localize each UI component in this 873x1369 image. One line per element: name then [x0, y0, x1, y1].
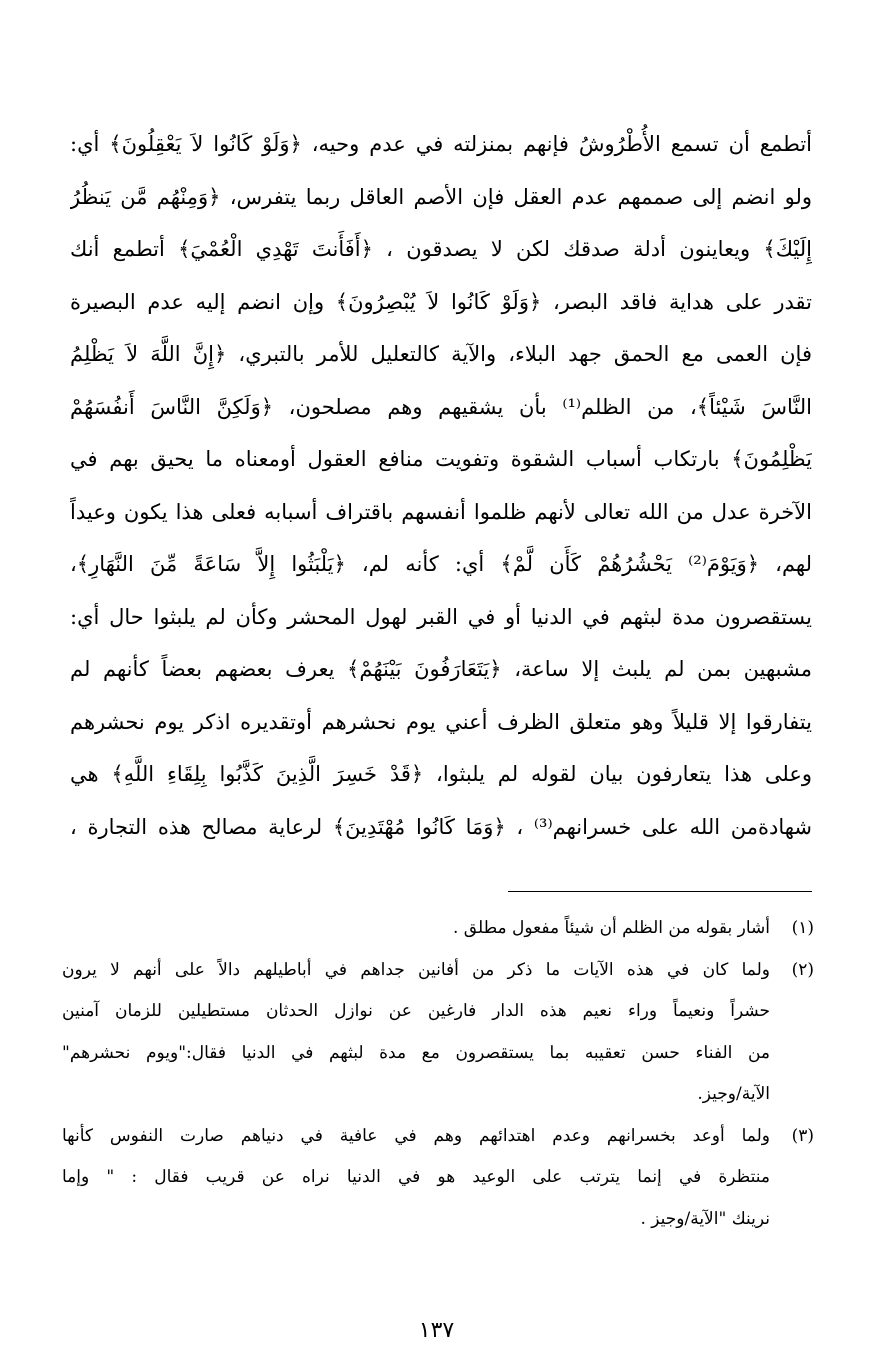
- footnote: [62, 950, 814, 1116]
- footnote: [62, 1116, 814, 1241]
- footnote: [62, 908, 814, 950]
- footnote-line: [62, 908, 814, 950]
- text-line: وعلى هذا يتعارفون بيان لقوله لم يلبثوا، ﴿قَدْ خَسِرَ الَّذِينَ كَذَّبُوا بِلِقَاءِ اللَّهِ﴾ هي: [70, 762, 812, 786]
- footnote-line: من الفناء حسن تعقيبه بما يستقصرون مع مدة لبثهم في الدنيا فقال:"ويوم نحشرهم": [62, 1042, 770, 1063]
- footnote-line: منتظرة في إنما يترتب على الوعيد هو في الدنيا نراه عن قريب فقال : " وإما: [62, 1167, 770, 1187]
- text-line: الآخرة عدل من الله تعالى لأنهم ظلموا أنفسهم باقتراف أسبابه فعلى هذا يكون وعيداً: [70, 499, 812, 524]
- text-line: مشبهين بمن لم يلبث إلا ساعة، ﴿يَتَعَارَفُونَ بَيْنَهُمْ﴾ يعرف بعضهم بعضاً كأنهم لم: [70, 657, 812, 681]
- footnote-text: أشار بقوله من الظلم أن شيئاً مفعول مطلق .: [452, 918, 770, 938]
- footnote-line: حشراً ونعيماً وراء نعيم هذه الدار فارغين عن نوازل الحدثان مستطيلين للزمان آمنين: [62, 1001, 770, 1021]
- main-text: [70, 118, 812, 853]
- footnote-line: الآية/وجيز.: [697, 1084, 770, 1104]
- text-line: النَّاسَ شَيْئاً﴾، من الظلم⁽¹⁾ بأن يشقيهم وهم مصلحون، ﴿وَلَكِنَّ النَّاسَ أَنفُسَهُمْ: [70, 394, 812, 419]
- footnote-line: [62, 950, 814, 992]
- text-line: أتطمع أن تسمع الأُطْرُوشُ فإنهم بمنزلته في عدم وحيه، ﴿وَلَوْ كَانُوا لاَ يَعْقِلُونَ﴾ أي:: [70, 132, 812, 156]
- footnote-line: نرينك "الآية/وجيز .: [640, 1208, 770, 1229]
- footnote-text: ولما كان في هذه الآيات ما ذكر من أفانين جداهم في أباطيلهم دالاً على أنهم لا يرون: [62, 959, 770, 980]
- text-line: شهادةمن الله على خسرانهم⁽³⁾ ، ﴿وَمَا كَانُوا مُهْتَدِينَ﴾ لرعاية مصالح هذه التجارة ،: [70, 814, 812, 839]
- footnote-text: ولما أوعد بخسرانهم وعدم اهتدائهم وهم في عافية في دنياهم صارت النفوس كأنها: [62, 1125, 770, 1146]
- footnote-number: (٢): [791, 959, 814, 980]
- text-line: يستقصرون مدة لبثهم في الدنيا أو في القبر لهول المحشر وكأن لم يلبثوا حال أي:: [70, 604, 812, 629]
- page-number: ١٣٧: [418, 1318, 455, 1343]
- text-line: تقدر على هداية فاقد البصر، ﴿وَلَوْ كَانُوا لاَ يُبْصِرُونَ﴾ وإن انضم إليه عدم البصيرة: [70, 289, 812, 314]
- footnotes: [62, 908, 814, 1240]
- footnote-number: (٣): [791, 1125, 814, 1146]
- footnote-line: [62, 1116, 814, 1158]
- text-line: فإن العمى مع الحمق جهد البلاء، والآية كالتعليل للأمر بالتبري، ﴿إِنَّ اللَّهَ لاَ يَظْلِمُ: [70, 342, 812, 366]
- text-line: ولو انضم إلى صممهم عدم العقل فإن الأصم العاقل ربما يتفرس، ﴿وَمِنْهُم مَّن يَنظُرُ: [70, 184, 812, 209]
- text-line: يَظْلِمُونَ﴾ بارتكاب أسباب الشقوة وتفويت منافع العقول أومعناه ما يحيق بهم في: [70, 447, 812, 471]
- text-line: لهم، ﴿وَيَوْمَ⁽²⁾ يَحْشُرُهُمْ كَأَن لَّمْ﴾ أي: كأنه لم، ﴿يَلْبَثُوا إِلاَّ سَاعَةً مِّنَ النَّهَارِ﴾،: [70, 552, 812, 576]
- text-line: إِلَيْكَ﴾ ويعاينون أدلة صدقك لكن لا يصدقون ، ﴿أَفَأَنتَ تَهْدِي الْعُمْيَ﴾ أتطمع أنك: [70, 237, 812, 261]
- footnote-separator: [508, 891, 812, 892]
- text-line: يتفارقوا إلا قليلاً وهو متعلق الظرف أعني يوم نحشرهم أوتقديره اذكر يوم نحشرهم: [70, 709, 812, 734]
- footnote-number: (١): [791, 918, 814, 938]
